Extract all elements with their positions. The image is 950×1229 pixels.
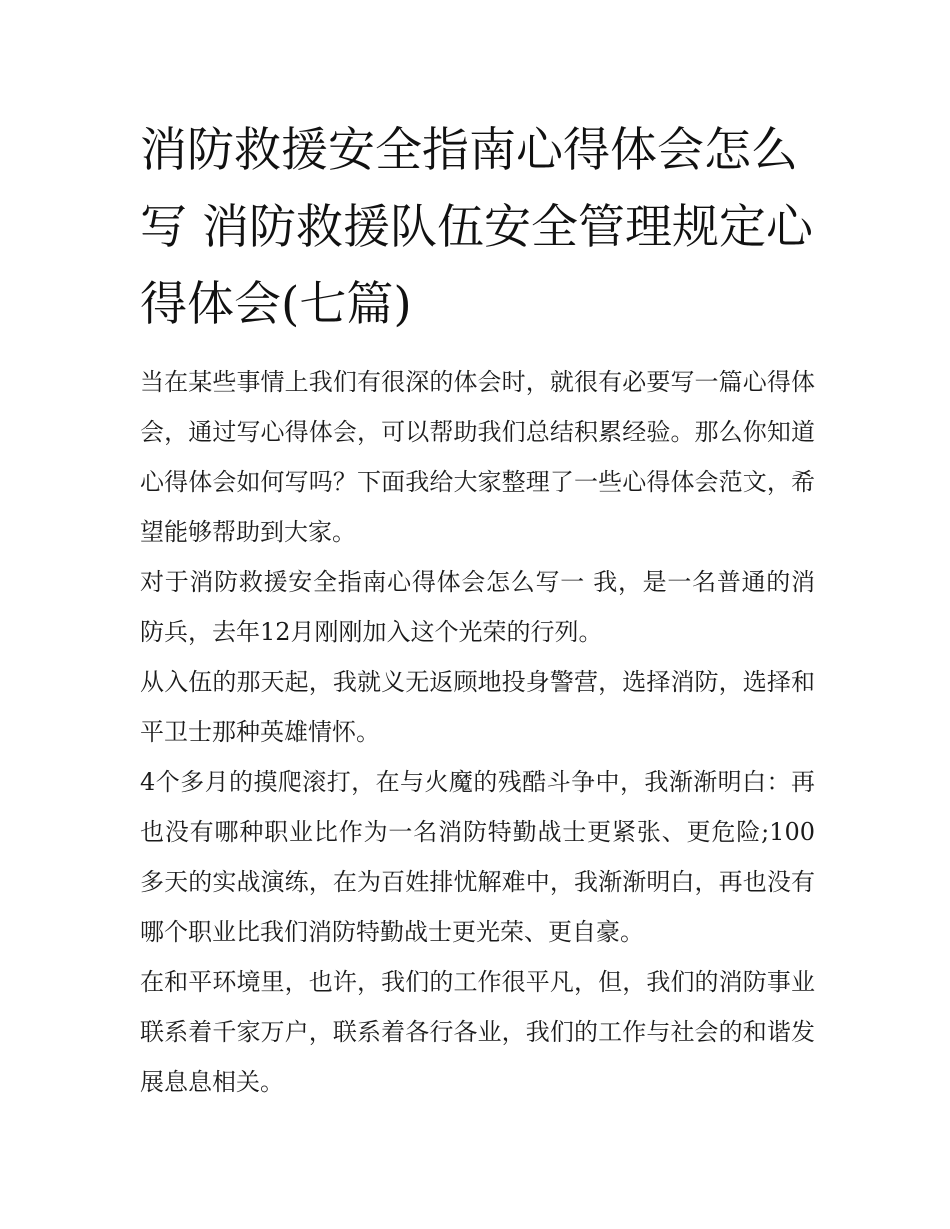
document-page bbox=[140, 112, 815, 1107]
paragraph-3: 4个多月的摸爬滚打，在与火魔的残酷斗争中，我渐渐明白：再也没有哪种职业比作为一名消防特勤战士更紧张、更危险;100多天的实战演练，在为百姓排忧解难中，我渐渐明白，再也没有哪个职业比我们消防特勤战士更光荣、更自豪。 bbox=[140, 768, 815, 946]
paragraph-2: 从入伍的那天起，我就义无返顾地投身警营，选择消防，选择和平卫士那种英雄情怀。 bbox=[140, 668, 815, 746]
document-title: 消防救援安全指南心得体会怎么写 消防救援队伍安全管理规定心得体会(七篇) bbox=[140, 123, 813, 332]
paragraph-intro: 当在某些事情上我们有很深的体会时，就很有必要写一篇心得体会，通过写心得体会，可以帮助我们总结积累经验。那么你知道心得体会如何写吗？下面我给大家整理了一些心得体会范文，希望能够帮助到大家。 bbox=[140, 368, 815, 546]
paragraph-4: 在和平环境里，也许，我们的工作很平凡，但，我们的消防事业联系着千家万户，联系着各行各业，我们的工作与社会的和谐发展息息相关。 bbox=[140, 968, 815, 1096]
paragraph-1: 对于消防救援安全指南心得体会怎么写一 我，是一名普通的消防兵，去年12月刚刚加入这个光荣的行列。 bbox=[140, 568, 815, 646]
